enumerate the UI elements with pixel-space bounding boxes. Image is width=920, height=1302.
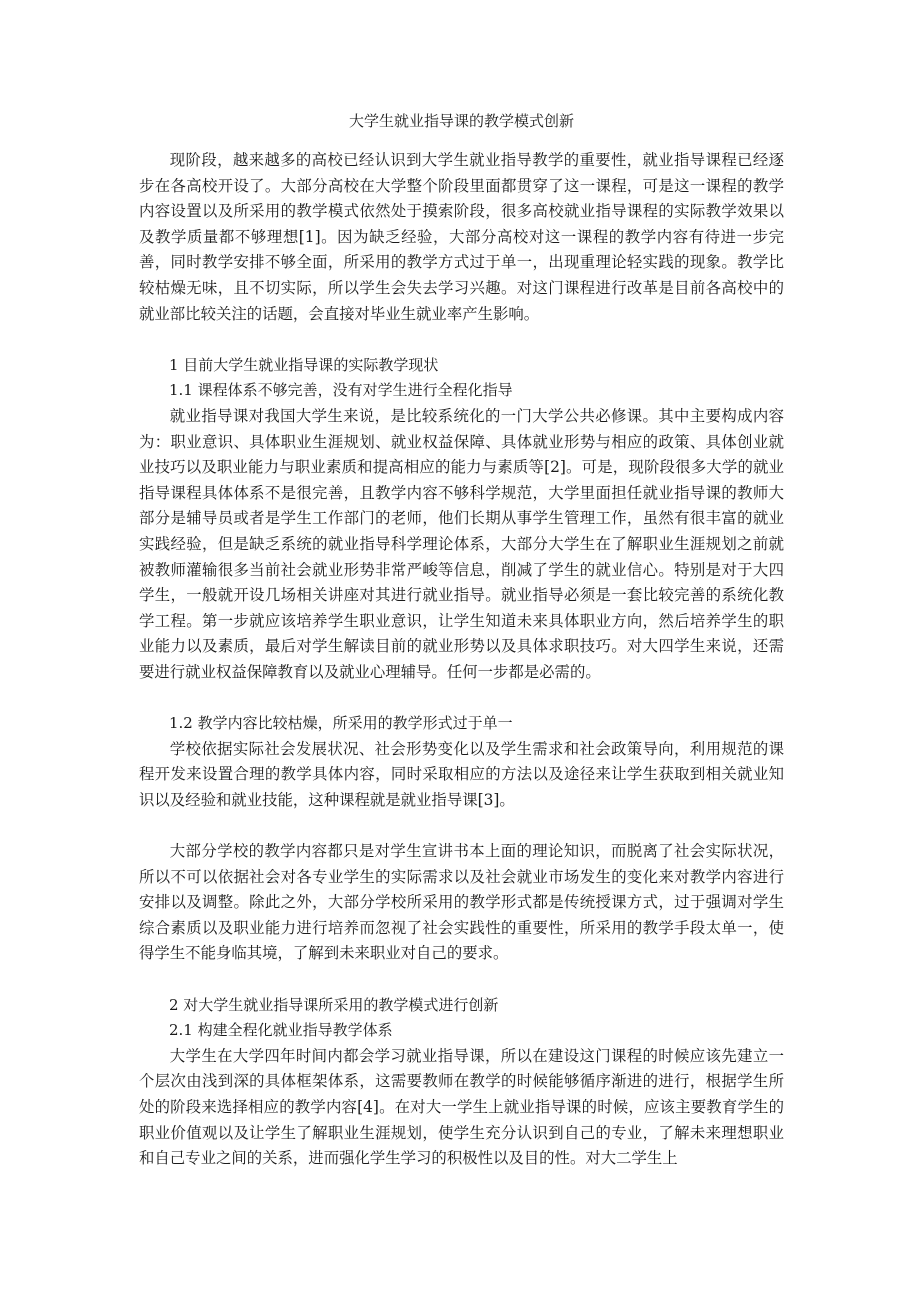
section-2-1-paragraph: 大学生在大学四年时间内都会学习就业指导课，所以在建设这门课程的时候应该先建立一个层次由浅到深的具体框架体系，这需要教师在教学的时候能够循序渐进的进行，根据学生所处的阶段来选择相应的教学内容[4]。在对大一学生上就业指导课的时候，应该主要教育学生的职业价值观以及让学生了解职业生涯规划，使学生充分认识到自己的专业，了解未来理想职业和自己专业之间的关系，进而强化学生学习的积极性以及目的性。对大二学生上 bbox=[139, 1046, 784, 1168]
section-1-1-heading: 1.1 课程体系不够完善，没有对学生进行全程化指导 bbox=[169, 381, 513, 400]
intro-paragraph: 现阶段，越来越多的高校已经认识到大学生就业指导教学的重要性，就业指导课程已经逐步在各高校开设了。大部分高校在大学整个阶段里面都贯穿了这一课程，可是这一课程的教学内容设置以及所采用的教学模式依然处于摸索阶段，很多高校就业指导课程的实际教学效果以及教学质量都不够理想[1]。因为缺乏经验，大部分高校对这一课程的教学内容有待进一步完善，同时教学安排不够全面，所采用的教学方式过于单一，出现重理论轻实践的现象。教学比较枯燥无味，且不切实际，所以学生会失去学习兴趣。对这门课程进行改革是目前各高校中的就业部比较关注的话题，会直接对毕业生就业率产生影响。 bbox=[139, 151, 784, 323]
section-1-2-heading: 1.2 教学内容比较枯燥，所采用的教学形式过于单一 bbox=[169, 714, 513, 733]
document-title: 大学生就业指导课的教学模式创新 bbox=[348, 112, 574, 130]
section-2-1-heading: 2.1 构建全程化就业指导教学体系 bbox=[169, 1021, 393, 1040]
section-1-1-paragraph: 就业指导课对我国大学生来说，是比较系统化的一门大学公共必修课。其中主要构成内容为：职业意识、具体职业生涯规划、就业权益保障、具体就业形势与相应的政策、具体创业就业技巧以及职业能力与职业素质和提高相应的能力与素质等[2]。可是，现阶段很多大学的就业指导课程具体体系不是很完善，且教学内容不够科学规范，大学里面担任就业指导课的教师大部分是辅导员或者是学生工作部门的老师，他们长期从事学生管理工作，虽然有很丰富的就业实践经验，但是缺乏系统的就业指导科学理论体系，大部分大学生在了解职业生涯规划之前就被教师灌输很多当前社会就业形势非常严峻等信息，削减了学生的就业信心。特别是对于大四学生，一般就开设几场相关讲座对其进行就业指导。就业指导必须是一套比较完善的系统化教学工程。第一步就应该培养学生职业意识，让学生知道未来具体职业方向，然后培养学生的职业能力以及素质，最后对学生解读目前的就业形势以及具体求职技巧。对大四学生来说，还需要进行就业权益保障教育以及就业心理辅导。任何一步都是必需的。 bbox=[139, 406, 784, 681]
document-page bbox=[139, 108, 784, 1172]
spacer bbox=[139, 967, 784, 993]
section-1-2-paragraph-2: 大部分学校的教学内容都只是对学生宣讲书本上面的理论知识，而脱离了社会实际状况，所以不可以依据社会对各专业学生的实际需求以及社会就业市场发生的变化来对教学内容进行安排以及调整。除此之外，大部分学校所采用的教学形式都是传统授课方式，过于强调对学生综合素质以及职业能力进行培养而忽视了社会实践性的重要性，所采用的教学手段太单一，使得学生不能身临其境，了解到未来职业对自己的要求。 bbox=[139, 842, 784, 963]
section-1-heading: 1 目前大学生就业指导课的实际教学现状 bbox=[169, 355, 439, 374]
section-1-2-paragraph-1: 学校依据实际社会发展状况、社会形势变化以及学生需求和社会政策导向，利用规范的课程开发来设置合理的教学具体内容，同时采取相应的方法以及途径来让学生获取到相关就业知识以及经验和就业技能，这种课程就是就业指导课[3]。 bbox=[139, 739, 784, 809]
section-2-heading: 2 对大学生就业指导课所采用的教学模式进行创新 bbox=[169, 995, 499, 1014]
spacer bbox=[139, 685, 784, 711]
spacer bbox=[139, 327, 784, 353]
spacer bbox=[139, 813, 784, 839]
